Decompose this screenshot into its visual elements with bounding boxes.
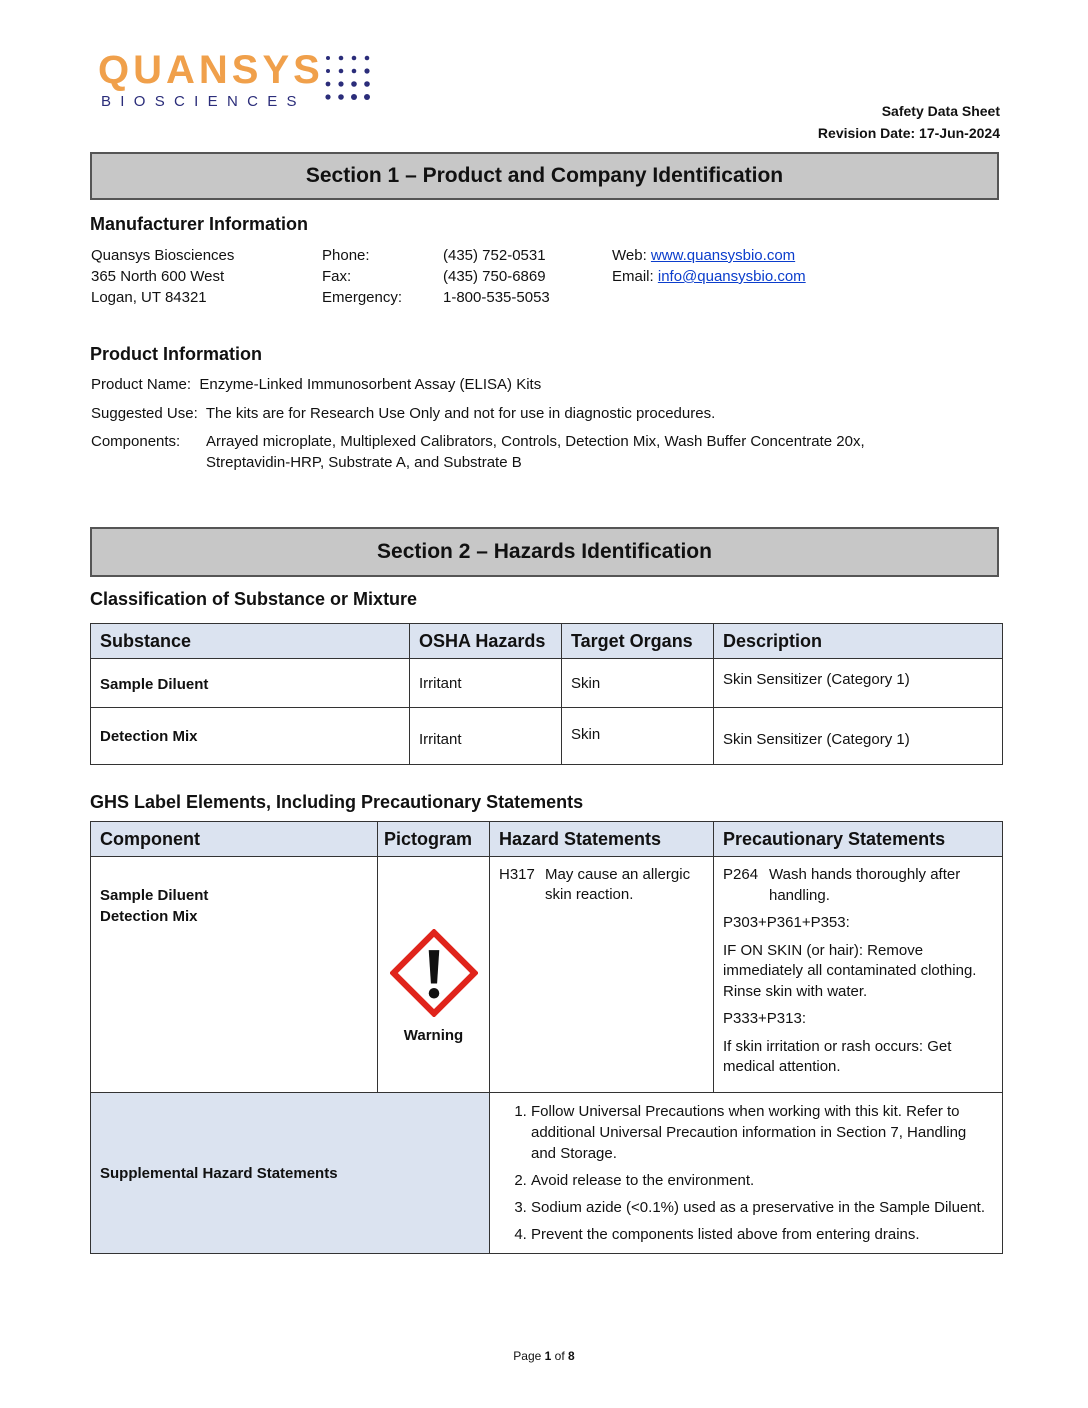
table-row (91, 659, 1003, 708)
page-of: of (551, 1349, 569, 1363)
components-line: Streptavidin-HRP, Substrate A, and Substrate B (206, 454, 522, 471)
precaution-code: P264 (723, 866, 759, 883)
column-header: Target Organs (562, 624, 714, 659)
suggested-use-label: Suggested Use: (91, 405, 198, 422)
fax-label: Fax: (322, 268, 352, 285)
signal-word: Warning (403, 1027, 464, 1044)
page-prefix: Page (513, 1349, 545, 1363)
emergency-value: 1-800-535-5053 (443, 289, 550, 306)
column-header: Pictogram (378, 822, 490, 857)
hazard-statement-cell (490, 857, 714, 1093)
components-value (206, 431, 865, 473)
classification-table (90, 623, 1003, 765)
address-line: Quansys Biosciences (91, 247, 235, 264)
phone-label: Phone: (322, 247, 370, 264)
exclamation-mark-pictogram-icon (390, 929, 478, 1017)
table-row (91, 1093, 1003, 1254)
manufacturer-heading: Manufacturer Information (90, 214, 309, 234)
section1-title: Section 1 – Product and Company Identification (90, 152, 999, 200)
page-total: 8 (568, 1349, 575, 1363)
component-name: Sample Diluent (100, 887, 209, 904)
column-header: Component (91, 822, 378, 857)
product-heading: Product Information (90, 344, 262, 364)
product-name-value: Enzyme-Linked Immunosorbent Assay (ELISA) Kits (199, 376, 542, 393)
substance-cell: Detection Mix (91, 708, 410, 765)
product-name-label: Product Name: (91, 376, 192, 393)
table-header-row (91, 822, 1003, 857)
components-label: Components: (91, 433, 181, 450)
substance-cell: Sample Diluent (91, 659, 410, 708)
supplemental-list (499, 1101, 993, 1245)
list-item: 4. Prevent the components listed above from entering drains. (531, 1224, 993, 1245)
logo-subtitle: BIOSCIENCES (101, 93, 306, 110)
email-label: Email: (612, 268, 654, 285)
hazard-text: May cause an allergic skin reaction. (545, 866, 691, 903)
column-header: Substance (91, 624, 410, 659)
organ-cell: Skin (562, 659, 714, 708)
contact-labels (322, 245, 402, 308)
email-link[interactable]: info@quansysbio.com (657, 268, 806, 285)
suggested-use-row (91, 403, 715, 424)
column-header: OSHA Hazards (410, 624, 562, 659)
logo-dots-icon (324, 54, 380, 110)
table-header-row (91, 624, 1003, 659)
address-block (91, 245, 234, 308)
fax-value: (435) 750-6869 (443, 268, 546, 285)
revision-date: Revision Date: 17-Jun-2024 (817, 125, 1000, 141)
description-cell: Skin Sensitizer (Category 1) (714, 659, 1003, 708)
contact-values (443, 245, 550, 308)
precaution-text: IF ON SKIN (or hair): Remove immediately all contaminated clothing. Rinse skin with water. (723, 941, 977, 1000)
address-line: Logan, UT 84321 (91, 289, 207, 306)
hazard-cell: Irritant (410, 708, 562, 765)
description-cell: Skin Sensitizer (Category 1) (714, 708, 1003, 765)
supplemental-label-cell: Supplemental Hazard Statements (91, 1093, 490, 1254)
page-number: 1 (544, 1349, 552, 1363)
precautionary-statement-cell (714, 857, 1003, 1093)
emergency-label: Emergency: (322, 289, 403, 306)
list-item: 1. Follow Universal Precautions when working with this kit. Refer to additional Universal Precaution information in Section 7, Handling and Storage. (531, 1101, 993, 1164)
precaution-text: If skin irritation or rash occurs: Get medical attention. (723, 1037, 952, 1075)
classification-heading: Classification of Substance or Mixture (90, 589, 418, 609)
table-row (91, 708, 1003, 765)
web-label: Web: (612, 247, 647, 264)
component-name: Detection Mix (100, 908, 198, 925)
supplemental-statements-cell (490, 1093, 1003, 1254)
hazard-cell: Irritant (410, 659, 562, 708)
precaution-code: P333+P313: (723, 1010, 806, 1027)
organ-cell: Skin (562, 708, 714, 765)
phone-value: (435) 752-0531 (443, 247, 546, 264)
column-header: Hazard Statements (490, 822, 714, 857)
section2-title: Section 2 – Hazards Identification (90, 527, 999, 577)
web-email-block (612, 245, 806, 287)
column-header: Description (714, 624, 1003, 659)
list-item: 3. Sodium azide (<0.1%) used as a preservative in the Sample Diluent. (531, 1197, 993, 1218)
page-footer (0, 1349, 1088, 1363)
precaution-code: P303+P361+P353: (723, 914, 850, 931)
ghs-heading: GHS Label Elements, Including Precautionary Statements (90, 792, 584, 812)
precaution-text: Wash hands thoroughly after handling. (769, 866, 961, 904)
table-row (91, 857, 1003, 1093)
components-line: Arrayed microplate, Multiplexed Calibrators, Controls, Detection Mix, Wash Buffer Concentrate 20x, (206, 433, 865, 450)
document-title: Safety Data Sheet (881, 103, 1000, 119)
pictogram-cell (378, 857, 490, 1093)
logo-wordmark: QUANSYS (98, 48, 324, 92)
suggested-use-value: The kits are for Research Use Only and not for use in diagnostic procedures. (205, 405, 716, 422)
hazard-code: H317 (499, 866, 535, 883)
web-link[interactable]: www.quansysbio.com (650, 247, 796, 264)
component-cell (91, 857, 378, 1093)
address-line: 365 North 600 West (91, 268, 225, 285)
ghs-table (90, 821, 1003, 1254)
list-item: 2. Avoid release to the environment. (531, 1170, 993, 1191)
product-name-row (91, 374, 541, 395)
column-header: Precautionary Statements (714, 822, 1003, 857)
